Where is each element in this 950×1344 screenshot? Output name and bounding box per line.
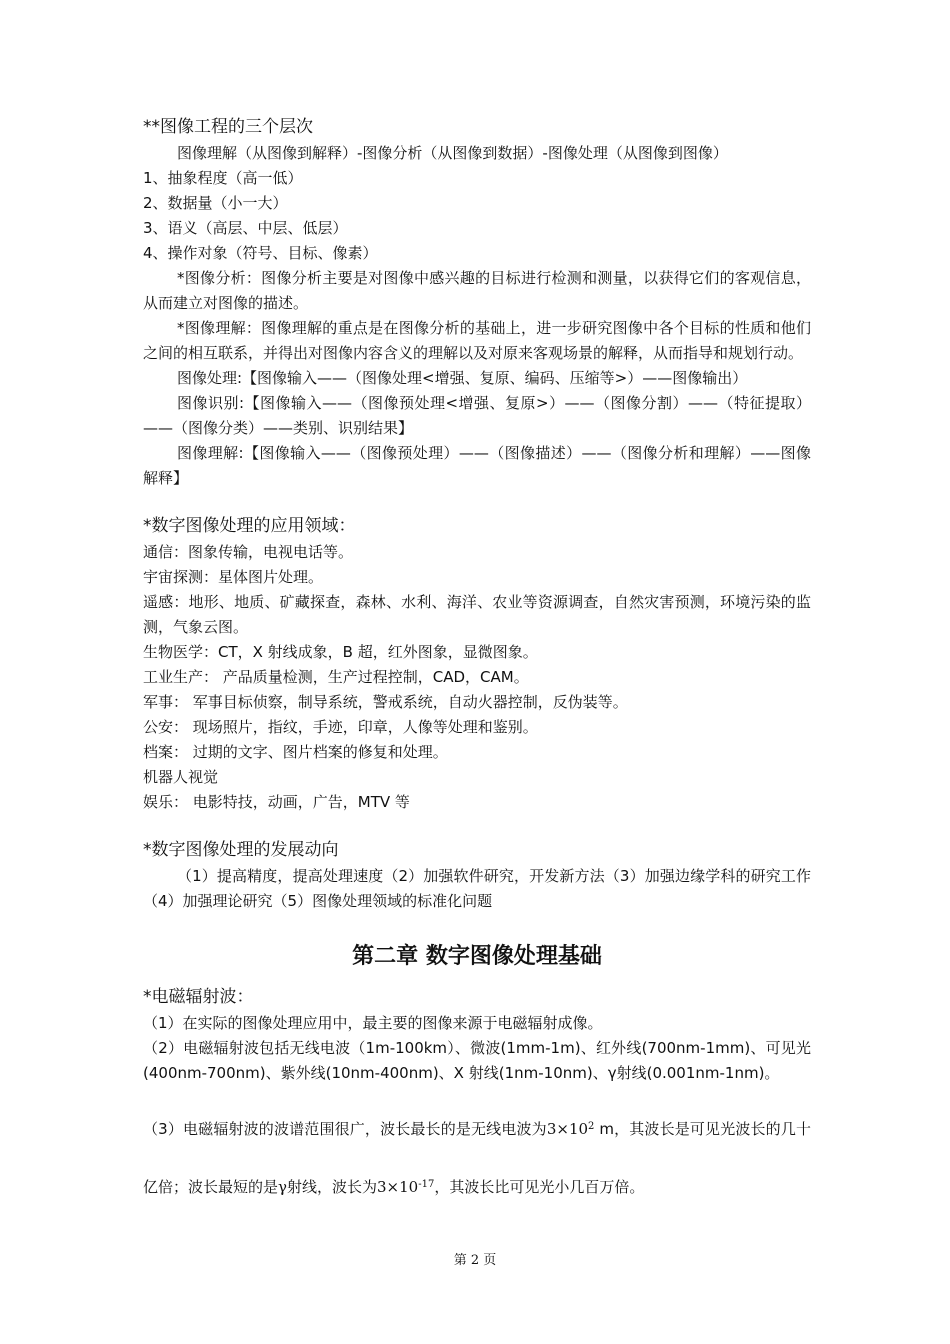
list-item: 生物医学：CT，X 射线成象，B 超，红外图象，显微图象。 <box>143 643 538 661</box>
recognition-flow: 图像识别:【图像输入——（图像预处理<增强、复原>）——（图像分割）——（特征提取）——（图像分类）——类别、识别结果】 <box>143 394 811 437</box>
em-paragraph-3 <box>143 1100 811 1216</box>
gamma-symbol: γ <box>278 1178 287 1196</box>
list-item: 1、抽象程度（高一低） <box>143 169 303 187</box>
em-paragraph-3-part-a: （3）电磁辐射波的波谱范围很广，波长最长的是无线电波为 <box>143 1120 547 1138</box>
list-item: 档案： 过期的文字、图片档案的修复和处理。 <box>143 743 448 761</box>
list-item: 工业生产： 产品质量检测，生产过程控制，CAD，CAM。 <box>143 668 529 686</box>
levels-summary: 图像理解（从图像到解释）-图像分析（从图像到数据）-图像处理（从图像到图像） <box>177 144 728 162</box>
list-item: 2、数据量（小一大） <box>143 194 288 212</box>
page-number: 第 2 页 <box>453 1253 497 1268</box>
list-item: 通信：图象传输，电视电话等。 <box>143 543 354 561</box>
formula-exponent: -17 <box>418 1179 435 1190</box>
section-heading-em-radiation: *电磁辐射波： <box>143 987 254 1007</box>
em-paragraph-3-part-c: 射线，波长为 <box>286 1178 377 1196</box>
understanding-flow: 图像理解:【图像输入——（图像预处理）——（图像描述）——（图像分析和理解）——图像解释】 <box>143 444 811 487</box>
list-item: 3、语义（高层、中层、低层） <box>143 219 348 237</box>
image-analysis-definition: *图像分析：图像分析主要是对图像中感兴趣的目标进行检测和测量，以获得它们的客观信息，从而建立对图像的描述。 <box>143 269 811 312</box>
em-paragraph-2: （2）电磁辐射波包括无线电波（1m-100km）、微波(1mm-1m)、红外线(700nm-1mm)、可见光(400nm-700nm)、紫外线(10nm-400nm)、X 射线(1nm-10nm)、γ射线(0.001nm-1nm)。 <box>143 1039 811 1082</box>
section-heading-applications: *数字图像处理的应用领域： <box>143 516 356 536</box>
radio-wavelength-formula <box>547 1120 595 1138</box>
list-item: 4、操作对象（符号、目标、像素） <box>143 244 378 262</box>
list-item: 娱乐： 电影特技，动画，广告，MTV 等 <box>143 793 410 811</box>
chapter-title: 第二章 数字图像处理基础 <box>352 944 602 969</box>
em-paragraph-3-part-b: m，其波长是可见光波长的几十亿倍；波长最短的是 <box>143 1120 812 1196</box>
gamma-wavelength-formula <box>377 1178 434 1196</box>
processing-flow: 图像处理:【图像输入——（图像处理<增强、复原、编码、压缩等>）——图像输出） <box>177 369 748 387</box>
list-item: 公安： 现场照片，指纹，手迹，印章，人像等处理和鉴别。 <box>143 718 538 736</box>
em-paragraph-1: （1）在实际的图像处理应用中，最主要的图像来源于电磁辐射成像。 <box>143 1014 603 1032</box>
image-understanding-definition: *图像理解：图像理解的重点是在图像分析的基础上，进一步研究图像中各个目标的性质和他们之间的相互联系，并得出对图像内容含义的理解以及对原来客观场景的解释，从而指导和规划行动。 <box>143 319 811 362</box>
formula-base: 3×10 <box>546 1120 589 1138</box>
list-item: 遥感：地形、地质、矿藏探查，森林、水利、海洋、农业等资源调查，自然灾害预测，环境污染的监测，气象云图。 <box>143 593 811 636</box>
page-content <box>143 114 811 1216</box>
section-heading-trends: *数字图像处理的发展动向 <box>143 840 339 860</box>
formula-base: 3×10 <box>377 1178 419 1196</box>
list-item: 宇宙探测：星体图片处理。 <box>143 568 324 586</box>
em-paragraph-3-part-d: ，其波长比可见光小几百万倍。 <box>434 1178 645 1196</box>
formula-exponent: 2 <box>588 1121 595 1132</box>
list-item: 军事： 军事目标侦察，制导系统，警戒系统，自动火器控制，反伪装等。 <box>143 693 628 711</box>
section-heading-image-engineering: **图像工程的三个层次 <box>143 117 313 137</box>
trends-body: （1）提高精度，提高处理速度（2）加强软件研究，开发新方法（3）加强边缘学科的研究工作（4）加强理论研究（5）图像处理领域的标准化问题 <box>143 867 811 910</box>
list-item: 机器人视觉 <box>143 768 219 786</box>
